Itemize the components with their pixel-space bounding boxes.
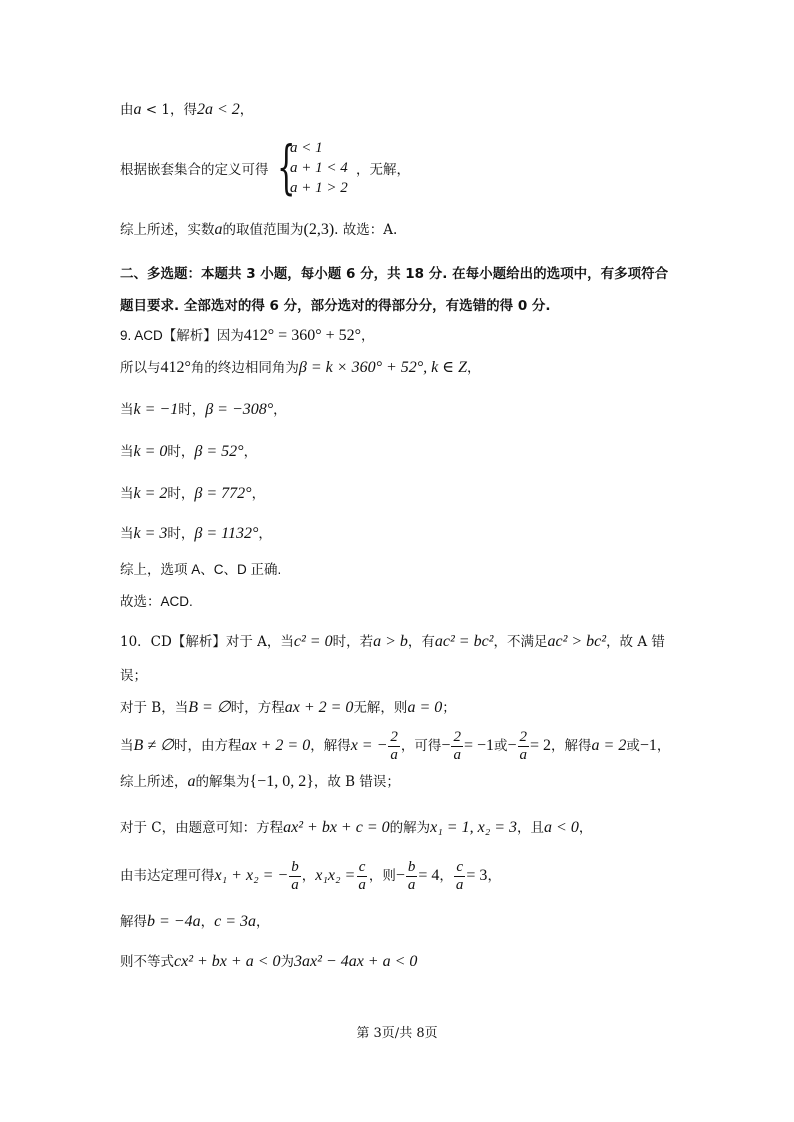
q10-line-4: 当B ≠ ∅时，由方程ax + 2 = 0，解得x = − $\frac{2}{a}$ ，可得− $\frac{2}{a}$ = −1或− $\frac{2}{a}$ = 2，解得a = 2或−1，	[120, 729, 671, 763]
q9-line-2: 所以与412°角的终边相同角为β = k × 360° + 52°, k ∈ Z，	[120, 359, 481, 376]
q10-line-1: 10．CD【解析】对于 A，当c² = 0时，若a > b，有ac² = bc²，不满足ac² > bc²，故 A 错	[120, 633, 665, 650]
section-2-heading-cont: 题目要求. 全部选对的得 6 分，部分选对的得部分分，有选错的得 0 分.	[120, 298, 551, 314]
line-3: 综上所述，实数a的取值范围为(2,3). 故选：A.	[120, 221, 398, 238]
q9-line-5: 当k = 2时，β = 772°，	[120, 485, 266, 502]
q10-line-3: 对于 B，当B = ∅时，方程ax + 2 = 0无解，则a = 0；	[120, 699, 456, 716]
q9-line-1: 9. ACD【解析】因为412° = 360° + 52°，	[120, 327, 375, 344]
q10-line-5: 综上所述，a的解集为{−1, 0, 2}，故 B 错误；	[120, 773, 400, 790]
section-2-heading: 二、多选题：本题共 3 小题，每小题 6 分，共 18 分. 在每小题给出的选项中，有多项符合	[120, 266, 669, 282]
fraction: $\frac{2}{a}$	[453, 729, 461, 763]
fraction: $\frac{b}{a}$	[407, 859, 416, 893]
left-brace: {	[277, 133, 296, 201]
q10-line-9: 则不等式cx² + bx + a < 0为3ax² − 4ax + a < 0	[120, 953, 418, 970]
q9-line-6: 当k = 3时，β = 1132°，	[120, 525, 272, 542]
q10-line-2: 误；	[120, 668, 147, 684]
fraction: $\frac{c}{a}$	[358, 859, 366, 893]
q9-line-7: 综上，选项 A、C、D 正确.	[120, 562, 282, 577]
q9-line-3: 当k = −1时，β = −308°，	[120, 401, 287, 418]
q10-line-8: 解得b = −4a，c = 3a，	[120, 913, 270, 930]
inequality-system: a < 1 a + 1 < 4 a + 1 > 2	[290, 140, 348, 196]
q9-line-8: 故选：ACD.	[120, 594, 193, 609]
fraction: $\frac{b}{a}$	[291, 859, 299, 893]
fraction: $\frac{c}{a}$	[455, 859, 464, 893]
q10-line-7: 由韦达定理可得x₁ + x₂ = − $\frac{b}{a}$ ，x₁x₂ = $\frac{c}{a}$ ，则− $\frac{b}{a}$ = 4， $\frac{c}{a}$ = 3，	[120, 859, 501, 893]
page-footer: 第 3页/共 8页	[356, 1026, 438, 1041]
line-1: 由a < 1，得2a < 2，	[120, 101, 254, 118]
q9-line-4: 当k = 0时，β = 52°，	[120, 443, 258, 460]
fraction: $\frac{2}{a}$	[390, 729, 398, 763]
fraction: $\frac{2}{a}$	[519, 729, 528, 763]
q10-line-6: 对于 C，由题意可知：方程ax² + bx + c = 0的解为x₁ = 1, x₂ = 3，且a < 0，	[120, 819, 593, 836]
